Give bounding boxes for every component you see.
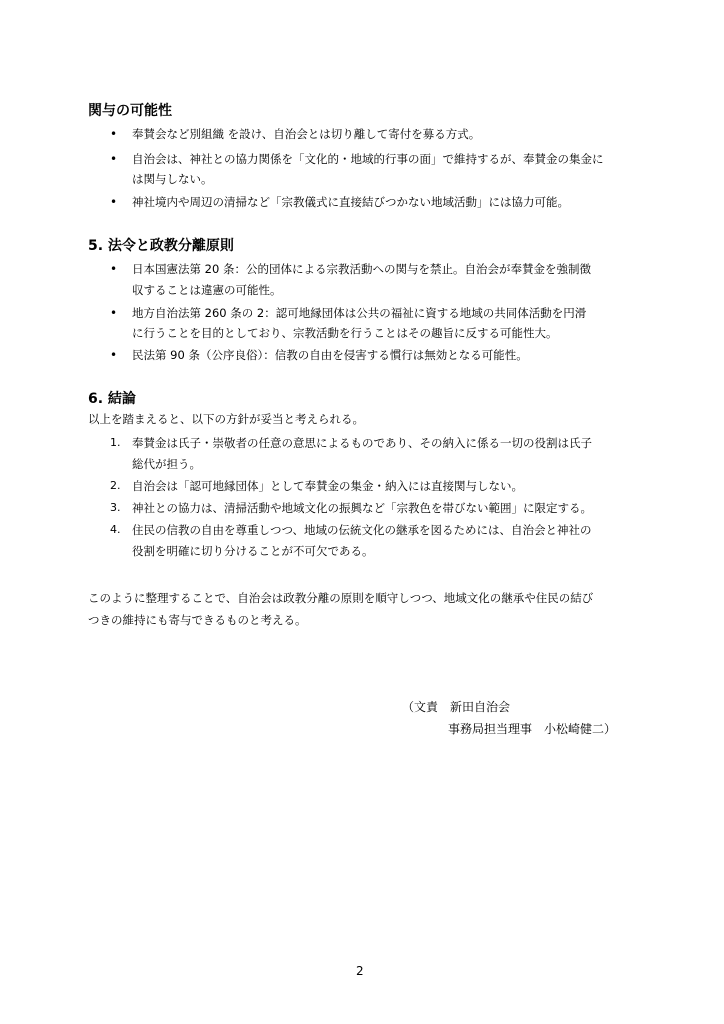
bullet-dot: •	[110, 262, 118, 276]
signature-line-2: 事務局担当理事 小松崎健二）	[448, 722, 617, 736]
bullet-text: 奉賛会など別組織 を設け、自治会とは切り離して寄付を募る方式。	[132, 127, 481, 141]
closing-paragraph: このように整理することで、自治会は政教分離の原則を順守しつつ、地域文化の継承や住民の結び	[88, 591, 594, 605]
bullet-text: 日本国憲法第 20 条：公的団体による宗教活動への関与を禁止。自治会が奉賛金を強制徴	[132, 262, 591, 276]
section-heading-6: 6. 結論	[88, 391, 136, 407]
page-number: 2	[356, 964, 364, 978]
bullet-dot: •	[110, 306, 118, 320]
section-heading-5: 5. 法令と政教分離原則	[88, 238, 234, 254]
signature-line-1: （文責 新田自治会	[402, 700, 511, 714]
list-item-text-cont: 総代が担う。	[132, 457, 201, 471]
list-item-text: 自治会は「認可地縁団体」として奉賛金の集金・納入には直接関与しない。	[132, 479, 523, 493]
section-intro: 以上を踏まえると、以下の方針が妥当と考えられる。	[88, 412, 364, 426]
bullet-text-cont: 収することは違憲の可能性。	[132, 283, 282, 297]
bullet-text: 神社境内や周辺の清掃など「宗教儀式に直接結びつかない地域活動」には協力可能。	[132, 195, 569, 209]
list-item-text: 住民の信教の自由を尊重しつつ、地域の伝統文化の継承を図るためには、自治会と神社の	[132, 523, 592, 537]
bullet-text-cont: は関与しない。	[132, 172, 213, 186]
bullet-dot: •	[110, 127, 118, 141]
bullet-dot: •	[110, 152, 118, 166]
bullet-text: 民法第 90 条（公序良俗）：信教の自由を侵害する慣行は無効となる可能性。	[132, 348, 528, 362]
bullet-text-cont: に行うことを目的としており、宗教活動を行うことはその趣旨に反する可能性大。	[132, 326, 558, 340]
bullet-dot: •	[110, 348, 118, 362]
section-heading-relevance: 関与の可能性	[88, 103, 172, 119]
bullet-text: 地方自治法第 260 条の 2：認可地縁団体は公共の福祉に資する地域の共同体活動を円滑	[132, 306, 587, 320]
bullet-dot: •	[110, 195, 118, 209]
closing-paragraph-cont: つきの維持にも寄与できるものと考える。	[88, 613, 307, 627]
list-number: 2.	[110, 479, 121, 492]
bullet-text: 自治会は、神社との協力関係を「文化的・地域的行事の面」で維持するが、奉賛金の集金に	[132, 152, 604, 166]
list-number: 3.	[110, 501, 121, 514]
list-item-text-cont: 役割を明確に切り分けることが不可欠である。	[132, 544, 374, 558]
list-item-text: 神社との協力は、清掃活動や地域文化の振興など「宗教色を帯びない範囲」に限定する。	[132, 501, 592, 515]
list-number: 4.	[110, 523, 121, 536]
list-number: 1.	[110, 436, 121, 449]
list-item-text: 奉賛金は氏子・崇敬者の任意の意思によるものであり、その納入に係る一切の役割は氏子	[132, 436, 592, 450]
